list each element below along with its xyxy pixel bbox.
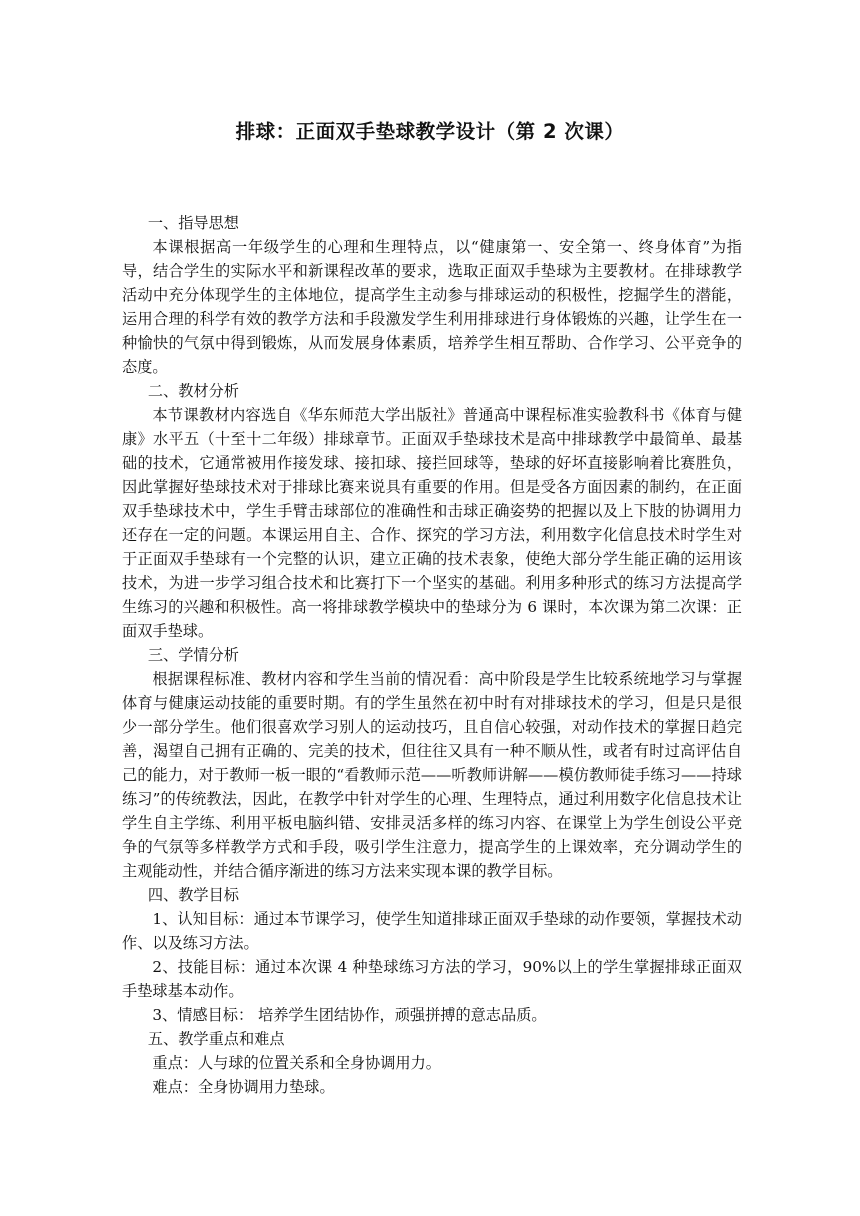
document-title: 排球：正面双手垫球教学设计（第 2 次课） [235,120,625,143]
section-heading-teaching-objectives: 四、教学目标 [147,886,239,904]
paragraph: 根据课程标准、教材内容和学生当前的情况看：高中阶段是学生比较系统地学习与掌握体育与健康运动技能的重要时期。有的学生虽然在初中时有对排球技术的学习，但是只是很少一部分学生。他们很喜欢学习别人的运动技巧，且自信心较强，对动作技术的掌握日趋完善，渴望自己拥有正确的、完美的技术，但往往又具有一种不顺从性，或者有时过高评估自己的能力，对于教师一板一眼的“看教师示范——听教师讲解——模仿教师徒手练习——持球练习”的传统教法，因此，在教学中针对学生的心理、生理特点，通过利用数字化信息技术让学生自主学练、利用平板电脑纠错、安排灵活多样的练习内容、在课堂上为学生创设公平竞争的气氛等多样教学方式和手段，吸引学生注意力，提高学生的上课效率，充分调动学生的主观能动性，并结合循序渐进的练习方法来实现本课的教学目标。 [122,670,742,880]
section-heading-key-points: 五、教学重点和难点 [147,1030,285,1048]
section-heading-material-analysis: 二、教材分析 [147,382,239,400]
paragraph: 本节课教材内容选自《华东师范大学出版社》普通高中课程标准实验教科书《体育与健康》水平五（十至十二年级）排球章节。正面双手垫球技术是高中排球教学中最简单、最基础的技术，它通常被用作接发球、接扣球、接拦回球等，垫球的好坏直接影响着比赛胜负，因此掌握好垫球技术对于排球比赛来说具有重要的作用。但是受各方面因素的制约，在正面双手垫球技术中，学生手臂击球部位的准确性和击球正确姿势的把握以及上下肢的协调用力还存在一定的问题。本课运用自主、合作、探究的学习方法，利用数字化信息技术时学生对于正面双手垫球有一个完整的认识，建立正确的技术表象，使绝大部分学生能正确的运用该技术，为进一步学习组合技术和比赛打下一个坚实的基础。利用多种形式的练习方法提高学生练习的兴趣和积极性。高一将排球教学模块中的垫球分为 6 课时，本次课为第二次课：正面双手垫球。 [122,406,742,640]
paragraph: 难点：全身协调用力垫球。 [152,1078,335,1096]
paragraph: 1、认知目标：通过本节课学习，使学生知道排球正面双手垫球的动作要领，掌握技术动作、以及练习方法。 [122,910,742,952]
paragraph: 重点：人与球的位置关系和全身协调用力。 [152,1054,441,1072]
paragraph: 2、技能目标：通过本次课 4 种垫球练习方法的学习，90%以上的学生掌握排球正面双手垫球基本动作。 [122,958,742,1000]
section-heading-guiding-ideology: 一、指导思想 [147,214,239,232]
document-body [122,211,742,1099]
paragraph: 3、情感目标： 培养学生团结协作，顽强拼搏的意志品质。 [152,1006,547,1024]
paragraph: 本课根据高一年级学生的心理和生理特点，以“健康第一、安全第一、终身体育”为指导，结合学生的实际水平和新课程改革的要求，选取正面双手垫球为主要教材。在排球教学活动中充分体现学生的主体地位，提高学生主动参与排球运动的积极性，挖掘学生的潜能，运用合理的科学有效的教学方法和手段激发学生利用排球进行身体锻炼的兴趣，让学生在一种愉快的气氛中得到锻炼，从而发展身体素质，培养学生相互帮助、合作学习、公平竞争的态度。 [122,238,742,376]
section-heading-student-analysis: 三、学情分析 [147,646,239,664]
